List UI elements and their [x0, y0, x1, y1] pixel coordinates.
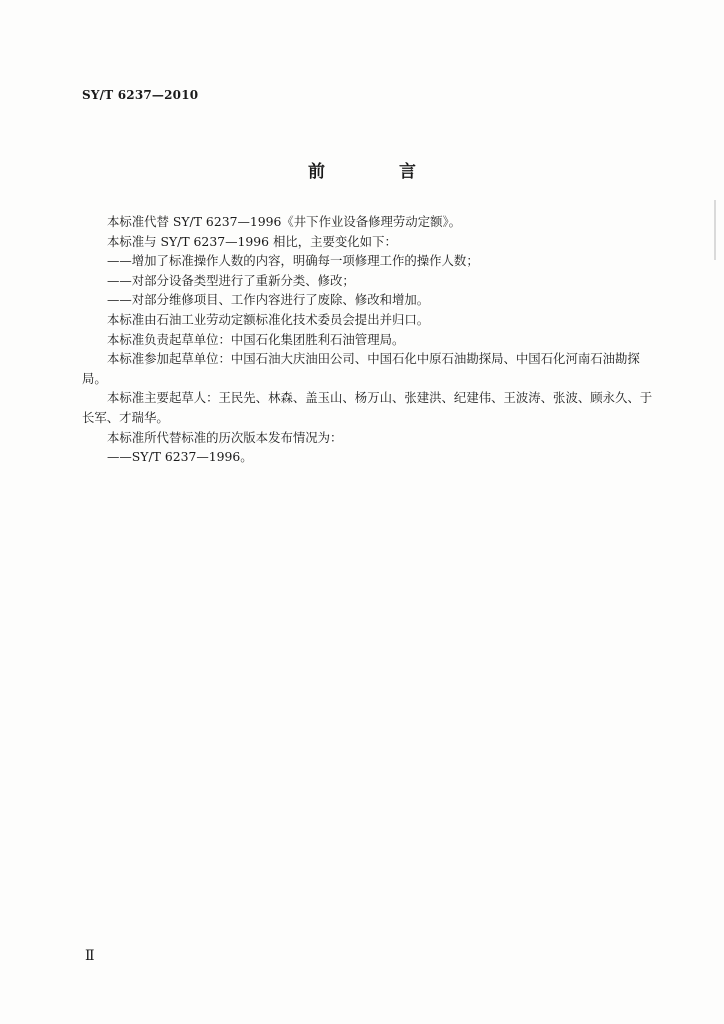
scan-edge-mark — [714, 200, 716, 260]
paragraph-main-drafters: 本标准主要起草人：王民先、林森、盖玉山、杨万山、张建洪、纪建伟、王波涛、张波、顾永久、于长军、才瑞华。 — [82, 390, 653, 425]
paragraph-participating-drafters: 本标准参加起草单位：中国石油大庆油田公司、中国石化中原石油勘探局、中国石化河南石油勘探局。 — [82, 351, 640, 386]
paragraph-change-item: ——对部分设备类型进行了重新分类、修改； — [107, 272, 355, 288]
paragraph-change-item: ——对部分维修项目、工作内容进行了废除、修改和增加。 — [107, 292, 430, 308]
paragraph-history-intro: 本标准所代替标准的历次版本发布情况为： — [107, 429, 343, 445]
page-number: Ⅱ — [85, 948, 95, 964]
paragraph-responsible-drafter: 本标准负责起草单位：中国石化集团胜利石油管理局。 — [107, 331, 405, 347]
paragraph-change-item: ——增加了标准操作人数的内容，明确每一项修理工作的操作人数； — [107, 253, 479, 269]
document-code: SY/T 6237—2010 — [82, 88, 199, 102]
paragraph-replaces: 本标准代替 SY/T 6237—1996《井下作业设备修理劳动定额》。 — [107, 214, 462, 229]
paragraph-history-item: ——SY/T 6237—1996。 — [107, 449, 253, 465]
foreword-body — [82, 212, 657, 467]
paragraph-changes-intro: 本标准与 SY/T 6237—1996 相比，主要变化如下： — [107, 233, 397, 249]
page-title: 前 言 — [308, 162, 450, 182]
paragraph-proposed-by: 本标准由石油工业劳动定额标准化技术委员会提出并归口。 — [107, 311, 430, 327]
